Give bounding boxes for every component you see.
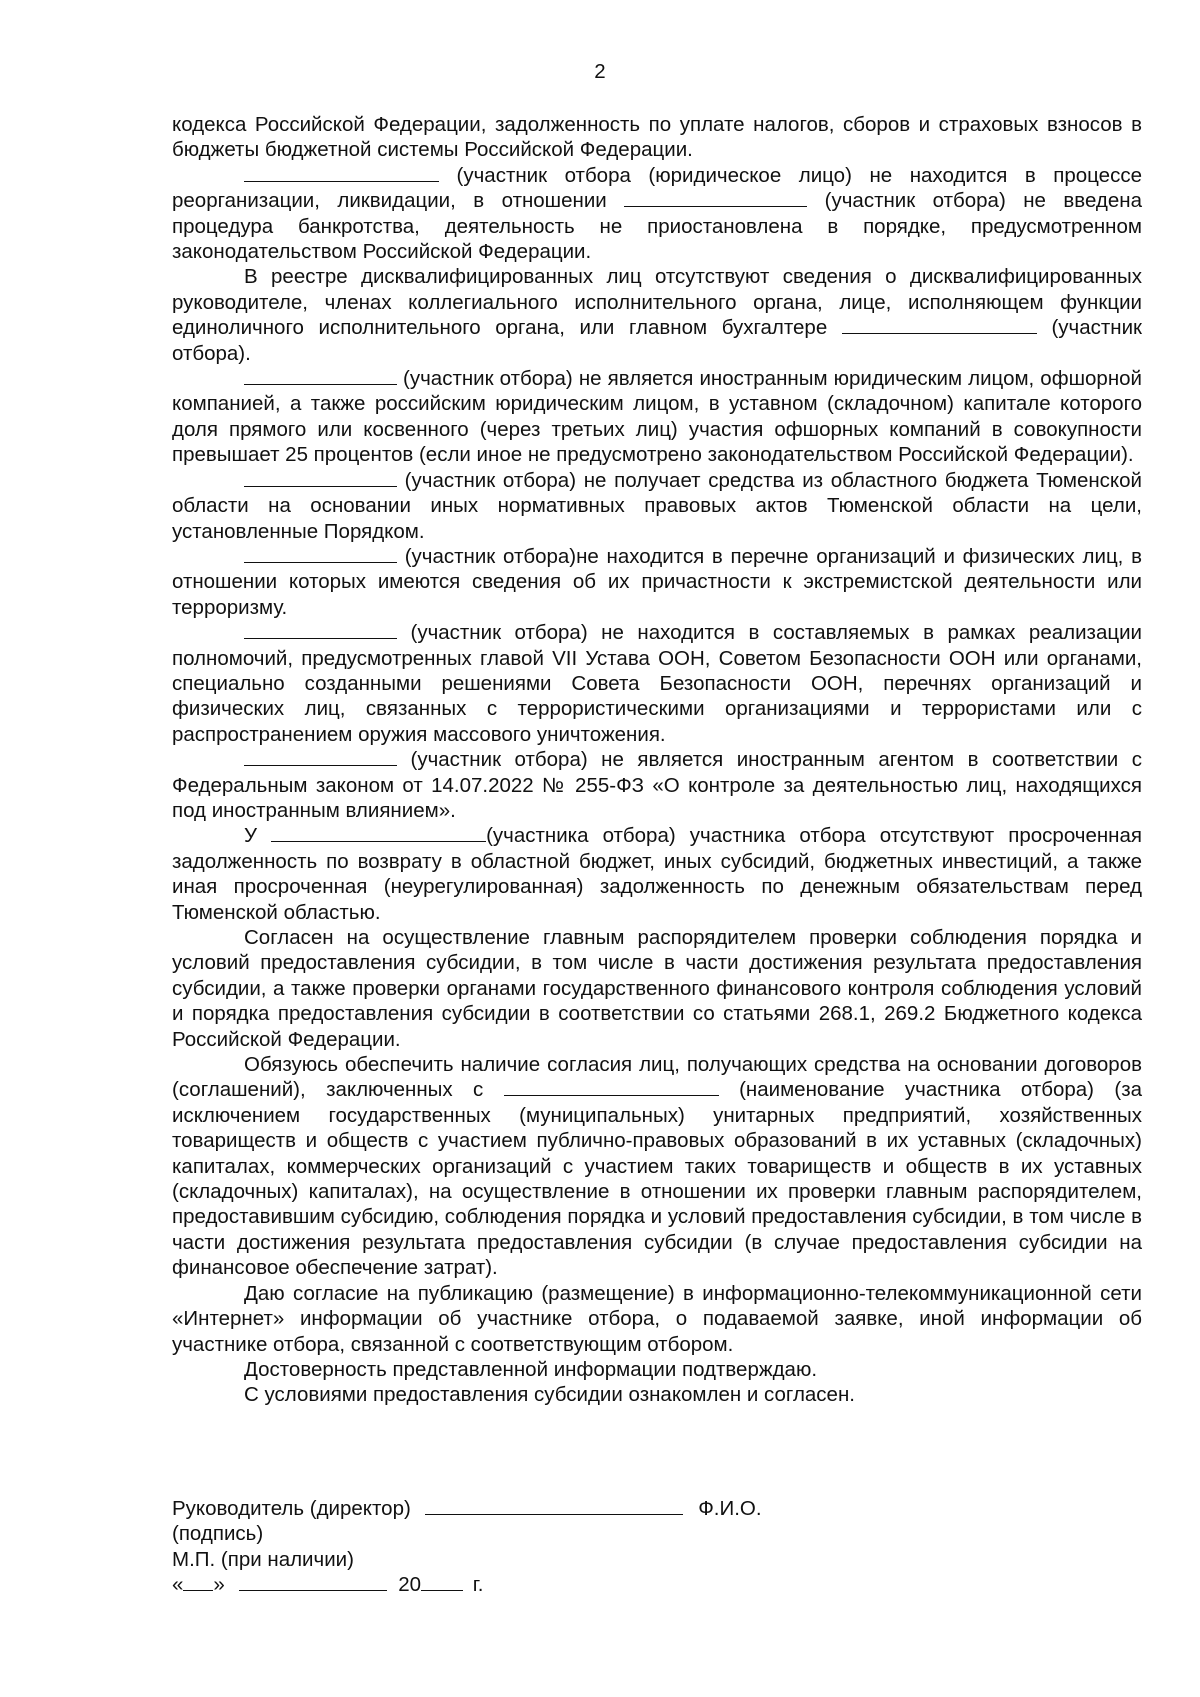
document-body <box>172 112 1142 1408</box>
paragraph <box>172 112 1142 163</box>
paragraph-text: С условиями предоставления субсидии ознакомлен и согласен. <box>244 1383 855 1407</box>
paragraph <box>172 544 1142 620</box>
paragraph-text: (участник отбора) не является иностранным агентом в соответствии с Федеральным законом от 14.07.2022 № 255-ФЗ «О контроле за деятельностью лиц, находящихся под иностранным влиянием». <box>172 748 1142 822</box>
paragraph <box>172 747 1142 823</box>
paragraph <box>172 163 1142 265</box>
paragraph <box>172 1357 1142 1382</box>
paragraph-text: Достоверность представленной информации подтверждаю. <box>244 1357 818 1381</box>
year-blank <box>421 1572 463 1591</box>
paragraph-text: Даю согласие на публикацию (размещение) в информационно-телекоммуникационной сети «Интернет» информации об участнике отбора, о подаваемой заявке, иной информации об участнике отбора, связанной с соответствующим отбором. <box>172 1281 1142 1356</box>
paragraph <box>172 1052 1142 1281</box>
fill-in-blank <box>624 188 807 207</box>
paragraph <box>172 468 1142 544</box>
year-suffix: г. <box>472 1573 484 1597</box>
paragraph <box>172 264 1142 366</box>
fill-in-blank <box>244 468 397 487</box>
year-prefix: 20 <box>398 1573 422 1597</box>
stamp-label: М.П. (при наличии) <box>172 1547 354 1571</box>
paragraph-text: У <box>244 824 272 848</box>
date-line <box>172 1572 1142 1597</box>
director-signature-line <box>172 1496 1142 1521</box>
paragraph-text: (участник отбора). <box>172 316 1142 365</box>
paragraph-text: кодекса Российской Федерации, задолженность по уплате налогов, сборов и страховых взносов в бюджеты бюджетной системы Российской Федерации. <box>172 113 1142 162</box>
paragraph-text: (наименование участника отбора) (за исключением государственных (муниципальных) унитарных предприятий, хозяйственных товариществ и обществ с участием публично-правовых образований в их уставных (складочных) капиталах, коммерческих организаций с участием таких товариществ и обществ в их уставных (складочных) капиталах), на осуществление в отношении их проверки главным распорядителем, предоставившим субсидию, соблюдения порядка и условий предоставления субсидии, в том числе в части достижения результата предоставления субсидии (в случае предоставления субсидии на финансовое обеспечение затрат). <box>172 1078 1142 1280</box>
paragraph-text: (участник отбора) не получает средства из областного бюджета Тюменской области на основании иных нормативных правовых актов Тюменской области на цели, установленные Порядком. <box>172 468 1142 543</box>
paragraph-text: (участник отбора)не находится в перечне организаций и физических лиц, в отношении которых имеются сведения об их причастности к экстремистской деятельности или терроризму. <box>172 544 1142 619</box>
paragraph-text: Обязуюсь обеспечить наличие согласия лиц, получающих средства на основании договоров (соглашений), заключенных с <box>172 1053 1142 1102</box>
paragraph <box>172 366 1142 468</box>
signature-blank <box>425 1496 683 1515</box>
paragraph-text: (участник отбора) не находится в составляемых в рамках реализации полномочий, предусмотренных главой VII Устава ООН, Советом Безопасности ООН или органами, специально созданными решениями Совета Безопасности ООН, перечнях организаций и физических лиц, связанных с террористическими организациями и террористами или с распространением оружия массового уничтожения. <box>172 621 1142 746</box>
fio-label: Ф.И.О. <box>698 1497 762 1520</box>
fill-in-blank <box>244 747 397 766</box>
fill-in-blank <box>244 620 397 639</box>
fill-in-blank <box>842 315 1037 334</box>
date-open-quote: « <box>172 1573 184 1597</box>
paragraph <box>172 1281 1142 1357</box>
paragraph-text: (участник отбора) не введена процедура банкротства, деятельность не приостановлена в порядке, предусмотренном законодательством Российской Федерации. <box>172 189 1142 264</box>
fill-in-blank <box>244 544 397 563</box>
paragraph-text: (участника отбора) участника отбора отсутствуют просроченная задолженность по возврату в областной бюджет, иных субсидий, бюджетных инвестиций, а также иная просроченная (неурегулированная) задолженность по денежным обязательствам перед Тюменской областью. <box>172 824 1142 924</box>
date-close-quote: » <box>213 1573 225 1597</box>
fill-in-blank <box>244 163 439 182</box>
signature-block <box>172 1496 1142 1598</box>
paragraph <box>172 620 1142 747</box>
paragraph <box>172 925 1142 1052</box>
signature-caption: (подпись) <box>172 1522 264 1546</box>
paragraph <box>172 823 1142 925</box>
day-blank <box>183 1572 213 1591</box>
paragraph-text: (участник отбора (юридическое лицо) не находится в процессе реорганизации, ликвидации, в отношении <box>172 163 1142 213</box>
paragraph <box>172 1382 1142 1407</box>
paragraph-text: Согласен на осуществление главным распорядителем проверки соблюдения порядка и условий предоставления субсидии, в том числе в части достижения результата предоставления субсидии, а также проверки органами государственного финансового контроля соблюдения условий и порядка предоставления субсидии в соответствии со статьями 268.1, 269.2 Бюджетного кодекса Российской Федерации. <box>172 926 1142 1051</box>
fill-in-blank <box>244 366 397 385</box>
page-number: 2 <box>594 60 606 83</box>
fill-in-blank <box>504 1077 719 1096</box>
paragraph-text: (участник отбора) не является иностранным юридическим лицом, офшорной компанией, а также российским юридическим лицом, в уставном (складочном) капитале которого доля прямого или косвенного (через третьих лиц) участия офшорных компаний в совокупности превышает 25 процентов (если иное не предусмотрено законодательством Российской Федерации). <box>172 367 1142 467</box>
month-blank <box>239 1572 387 1591</box>
director-label: Руководитель (директор) <box>172 1497 411 1520</box>
paragraph-text: В реестре дисквалифицированных лиц отсутствуют сведения о дисквалифицированных руководителе, членах коллегиального исполнительного органа, лице, исполняющем функции единоличного исполнительного органа, или главном бухгалтере <box>172 265 1142 340</box>
fill-in-blank <box>271 823 486 842</box>
